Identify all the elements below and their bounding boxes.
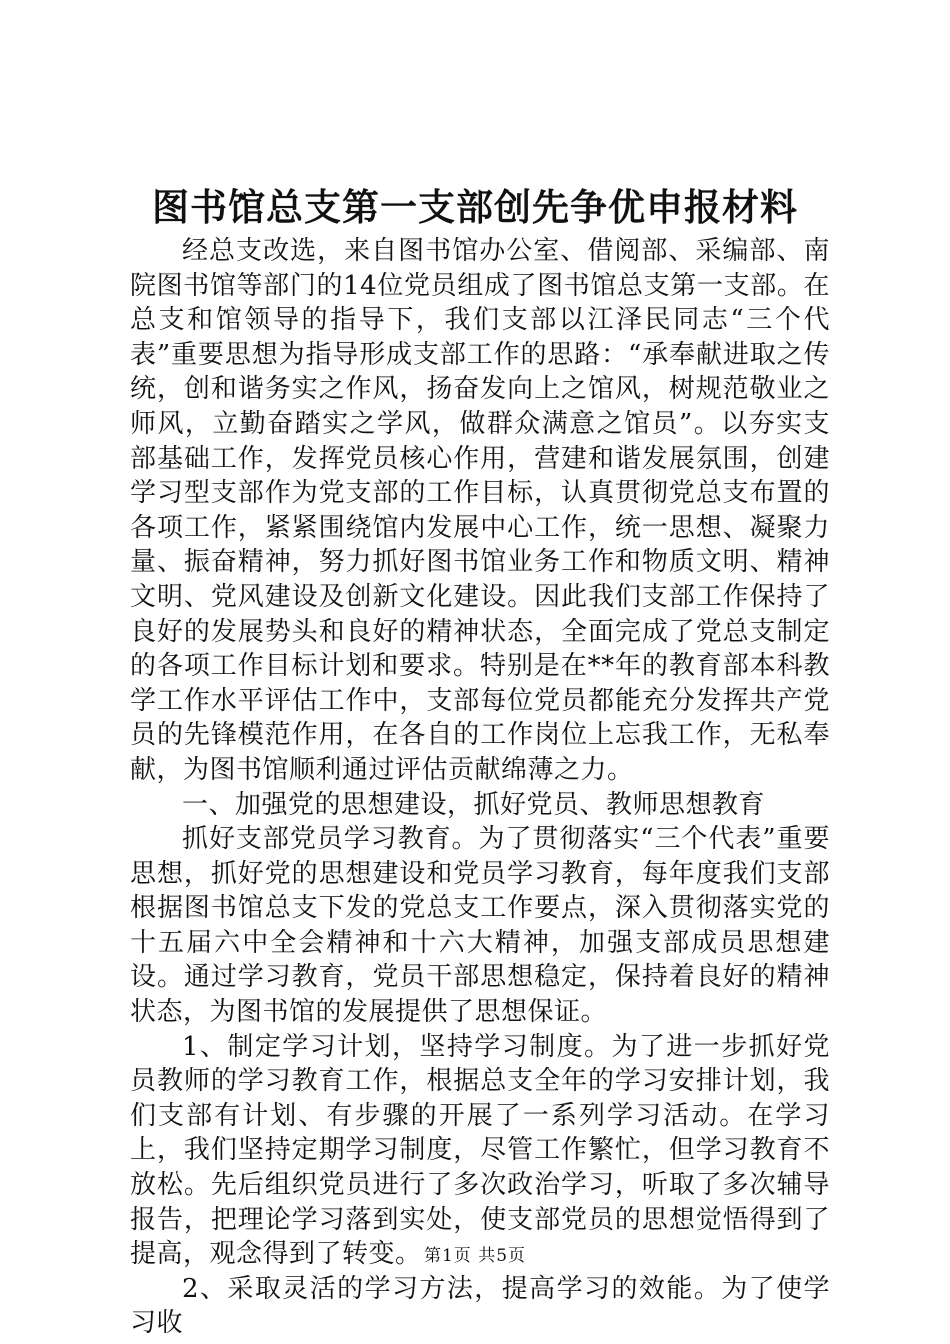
section-heading-1: 一、加强党的思想建设，抓好党员、教师思想教育 (182, 789, 766, 820)
document-title: 图书馆总支第一支部创先争优申报材料 (152, 185, 798, 229)
paragraph-study-plan: 1、制定学习计划，坚持学习制度。为了进一步抓好党员教师的学习教育工作，根据总支全年的学习安排计划，我们支部有计划、有步骤的开展了一系列学习活动。在学习上，我们坚持定期学习制度，尽管工作繁忙，但学习教育不放松。先后组织党员进行了多次政治学习，听取了多次辅导报告，把理论学习落到实处，使支部党员的思想觉悟得到了提高，观念得到了转变。 (130, 1031, 830, 1270)
paragraph-intro: 经总支改选，来自图书馆办公室、借阅部、采编部、南院图书馆等部门的14位党员组成了图书馆总支第一支部。在总支和馆领导的指导下，我们支部以江泽民同志“三个代表”重要思想为指导形成支部工作的思路：“承奉献进取之传统，创和谐务实之作风，扬奋发向上之馆风，树规范敬业之师风，立勤奋踏实之学风，做群众满意之馆员”。以夯实支部基础工作，发挥党员核心作用，营建和谐发展氛围，创建学习型支部作为党支部的工作目标，认真贯彻党总支布置的各项工作，紧紧围绕馆内发展中心工作，统一思想、凝聚力量、振奋精神，努力抓好图书馆业务工作和物质文明、精神文明、党风建设及创新文化建设。因此我们支部工作保持了良好的发展势头和良好的精神状态，全面完成了党总支制定的各项工作目标计划和要求。特别是在**年的教育部本科教学工作水平评估工作中，支部每位党员都能充分发挥共产党员的先锋模范作用，在各自的工作岗位上忘我工作，无私奉献，为图书馆顺利通过评估贡献绵薄之力。 (130, 236, 830, 785)
paragraph-study-education: 抓好支部党员学习教育。为了贯彻落实“三个代表”重要思想，抓好党的思想建设和党员学习教育，每年度我们支部根据图书馆总支下发的党总支工作要点，深入贯彻落实党的十五届六中全会精神和十六大精神，加强支部成员思想建设。通过学习教育，党员干部思想稳定，保持着良好的精神状态，为图书馆的发展提供了思想保证。 (130, 824, 830, 1028)
page-number-footer: 第1页 共5页 (423, 1246, 527, 1266)
document-body (130, 234, 830, 1341)
paragraph-study-method: 2、采取灵活的学习方法，提高学习的效能。为了使学习收 (130, 1273, 830, 1339)
